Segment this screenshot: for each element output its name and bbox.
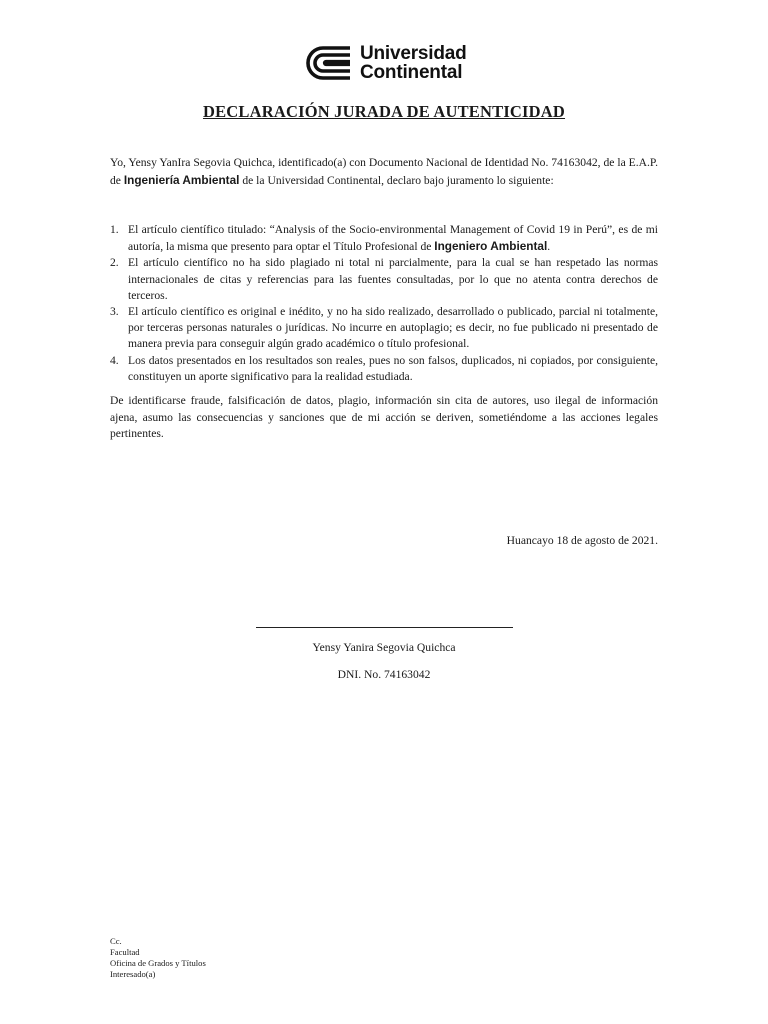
carbon-copy-list [110,936,206,980]
list-item-title-degree: Ingeniero Ambiental [434,239,548,254]
list-item [110,353,658,385]
university-logo [306,44,467,82]
list-item [110,222,658,255]
declaration-list [110,222,658,385]
intro-paragraph [110,155,658,189]
cc-recipient: Facultad [110,947,140,957]
logo-wordmark [360,44,467,82]
continental-logo-icon [306,46,352,80]
list-item-number: 1. [110,223,119,236]
list-item-number: 3. [110,305,119,319]
signer-name: Yensy Yanira Segovia Quichca [312,641,456,654]
signature-line [256,627,513,628]
list-item [110,304,658,353]
document-title: DECLARACIÓN JURADA DE AUTENTICIDAD [202,102,566,121]
list-item-text-end: . [547,240,551,254]
list-item-text: Los datos presentados en los resultados son reales, pues no son falsos, duplicados, ni copiados, por consiguiente, constituyen un aporte significativo para la realidad estudiada. [128,353,658,383]
list-item-text: El artículo científico titulado: “Analysis of the Socio-environmental Management of Covid 19 in Perú”, es de mi autoría, la misma que presento para optar el Título Profesional de [128,223,658,254]
cc-label: Cc. [110,936,122,946]
closing-paragraph: De identificarse fraude, falsificación de datos, plagio, información sin cita de autores, uso ilegal de información ajena, asumo las consecuencias y sanciones que de mi acción se deriven, sometiéndome a las acciones legales pertinentes. [110,394,658,441]
logo-line-1: Universidad [360,43,467,64]
cc-recipient: Interesado(a) [110,969,156,979]
cc-recipient: Oficina de Grados y Títulos [110,958,206,968]
list-item-text: El artículo científico es original e inédito, y no ha sido realizado, desarrollado o publicado, parcial ni totalmente, por terceras personas naturales o jurídicas. No incurre en autoplagio; es decir, no fue publicado ni presentado de manera previa para conseguir algún grado académico o título profesional. [128,305,658,351]
list-item-number: 2. [110,256,119,270]
logo-line-2: Continental [360,62,463,83]
signer-dni: DNI. No. 74163042 [337,668,431,681]
intro-text-1: Yo, Yensy YanIra Segovia Quichca, identificado(a) con Documento Nacional de Identidad No. 74163042, de la E.A.P. de [110,156,658,187]
place-and-date: Huancayo 18 de agosto de 2021. [506,534,658,547]
list-item-number: 4. [110,353,119,367]
list-item [110,255,658,304]
intro-career: Ingeniería Ambiental [123,172,240,187]
intro-text-2: de la Universidad Continental, declaro bajo juramento lo siguiente: [239,173,554,187]
list-item-text: El artículo científico no ha sido plagiado ni total ni parcialmente, para la cual se han respetado las normas internacionales de citas y referencias para las fuentes consultadas, por lo que no atenta contra derechos de terceros. [128,256,658,302]
